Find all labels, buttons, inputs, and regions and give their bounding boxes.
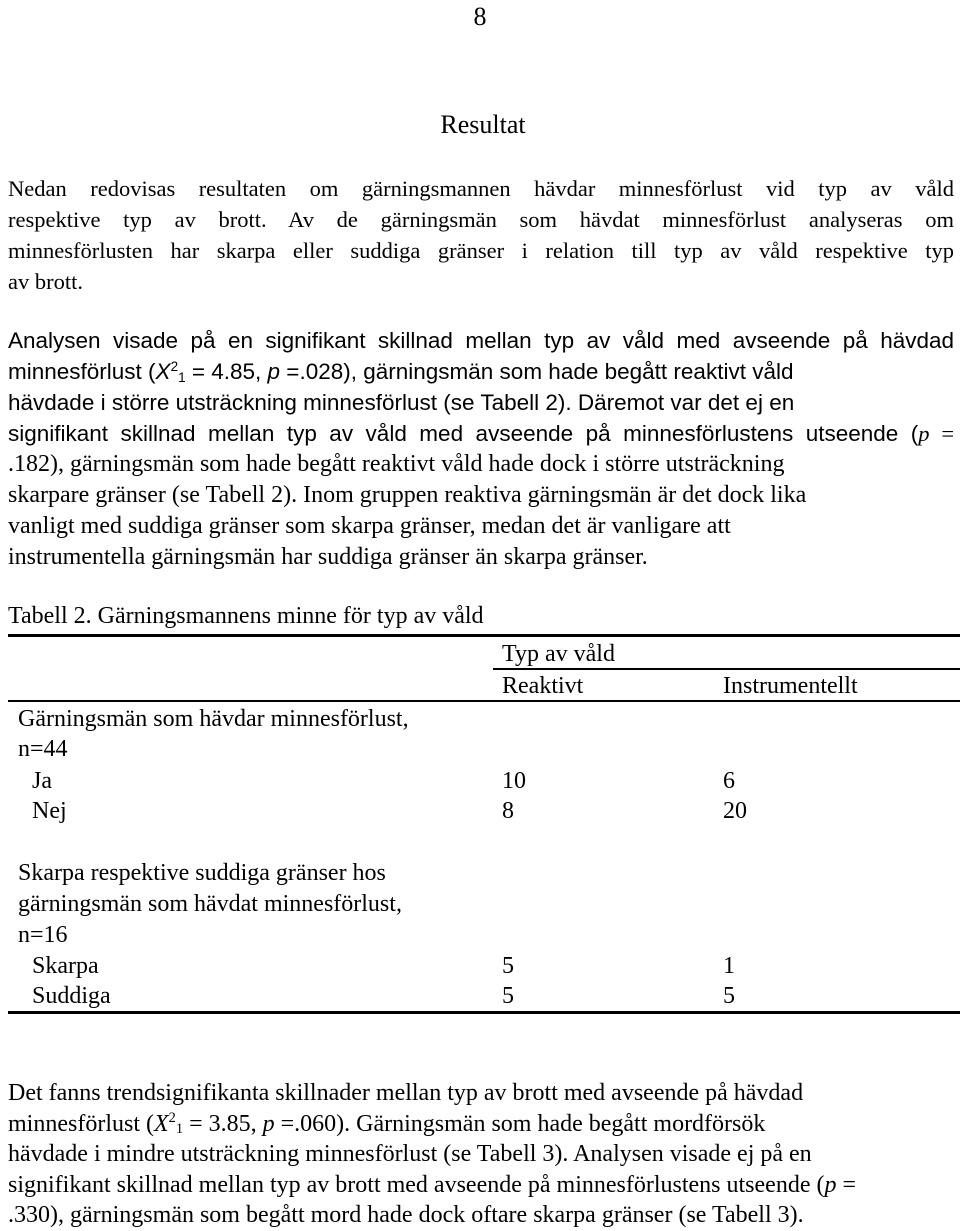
section-heading: Resultat	[440, 110, 526, 139]
paragraph-line: .182), gärningsmän som hade begått reaktivt våld hade dock i större utsträckning	[8, 451, 785, 477]
table-section-title: gärningsmän som hävdat minnesförlust,	[18, 891, 402, 917]
p-symbol: p	[267, 359, 281, 384]
paragraph-line: av brott.	[8, 269, 83, 294]
paragraph-line	[8, 418, 954, 449]
text-fragment: =.028), gärningsmän som hade begått reaktivt våld	[280, 359, 794, 384]
paragraph-line: skarpare gränser (se Tabell 2). Inom gruppen reaktiva gärningsmän är det dock lika	[8, 482, 807, 508]
table-top-rule	[8, 634, 960, 637]
table-cell-reaktivt: 5	[502, 953, 514, 979]
column-group-header: Typ av våld	[502, 641, 615, 667]
paragraph-continuation	[8, 449, 954, 573]
results-intro-paragraph	[8, 173, 954, 297]
text-fragment: =	[929, 421, 955, 446]
p-symbol: p	[262, 1110, 275, 1137]
table-cell-reaktivt: 10	[502, 768, 526, 794]
table-caption: Tabell 2. Gärningsmannens minne för typ av våld	[8, 603, 484, 629]
paragraph-line	[8, 1109, 954, 1140]
table-section-title: Gärningsmän som hävdar minnesförlust,	[18, 706, 409, 732]
paragraph-line: hävdade i större utsträckning minnesförlust (se Tabell 2). Däremot var det ej en	[8, 390, 795, 415]
text-fragment: = 4.85,	[185, 359, 268, 384]
paragraph-line: Analysen visade på en signifikant skillnad mellan typ av våld med avseende på hävdad	[8, 328, 955, 353]
table-header-rule	[8, 700, 960, 702]
table-row-label: Suddiga	[32, 983, 111, 1009]
column-group-rule	[493, 668, 960, 670]
column-header-reaktivt: Reaktivt	[502, 673, 584, 699]
paragraph-line: vanligt med suddiga gränser som skarpa gränser, medan det är vanligare att	[8, 513, 731, 539]
text-fragment: signifikant skillnad mellan typ av brott med avseende på minnesförlustens utseende (	[8, 1171, 825, 1198]
p-symbol: p	[824, 1171, 837, 1198]
paragraph-line	[8, 356, 954, 387]
paragraph-line: instrumentella gärningsmän har suddiga gränser än skarpa gränser.	[8, 544, 648, 570]
table-row-label: Nej	[32, 798, 67, 824]
table-cell-instrumentellt: 6	[723, 768, 735, 794]
paragraph-line	[8, 1170, 954, 1201]
page-number: 8	[473, 2, 487, 31]
text-fragment: =	[836, 1171, 857, 1198]
table-row-label: Skarpa	[32, 953, 99, 979]
analysis-paragraph-crime	[8, 1078, 954, 1231]
subscript: 1	[178, 369, 186, 385]
table-section-title: Skarpa respektive suddiga gränser hos	[18, 860, 386, 886]
table-section-title: n=16	[18, 922, 68, 948]
text-fragment: =.060). Gärningsmän som hade begått mordförsök	[274, 1110, 766, 1137]
analysis-paragraph-violence	[8, 325, 954, 573]
table-section-title: n=44	[18, 736, 68, 762]
superscript: 2	[170, 358, 179, 374]
subscript: 1	[175, 1121, 184, 1138]
table-cell-instrumentellt: 1	[723, 953, 735, 979]
table-cell-reaktivt: 5	[502, 983, 514, 1009]
table-cell-reaktivt: 8	[502, 798, 514, 824]
table-bottom-rule	[8, 1011, 960, 1014]
column-header-instrumentellt: Instrumentellt	[723, 673, 858, 699]
chi-symbol: X	[153, 1110, 169, 1137]
table-cell-instrumentellt: 20	[723, 798, 747, 824]
text-fragment: signifikant skillnad mellan typ av våld med avseende på minnesförlustens utseende (	[8, 421, 919, 446]
paragraph-line: .330), gärningsmän som begått mord hade dock oftare skarpa gränser (se Tabell 3).	[8, 1202, 804, 1228]
table-cell-instrumentellt: 5	[723, 983, 735, 1009]
paragraph-line: Det fanns trendsignifikanta skillnader mellan typ av brott med avseende på hävdad	[8, 1080, 804, 1106]
text-fragment: minnesförlust (	[8, 359, 156, 384]
p-symbol: p	[918, 421, 930, 446]
paragraph-line: minnesförlusten har skarpa eller suddiga gränser i relation till typ av våld respektive typ	[8, 238, 954, 263]
paragraph-line: hävdade i mindre utsträckning minnesförlust (se Tabell 3). Analysen visade ej på en	[8, 1141, 812, 1167]
table-row-label: Ja	[32, 768, 52, 794]
paragraph-line: respektive typ av brott. Av de gärningsmän som hävdat minnesförlust analyseras om	[8, 207, 954, 232]
paragraph-line: Nedan redovisas resultaten om gärningsmannen hävdar minnesförlust vid typ av våld	[8, 176, 954, 201]
chi-symbol: X	[155, 359, 171, 384]
superscript: 2	[168, 1109, 176, 1126]
text-fragment: = 3.85,	[183, 1110, 263, 1137]
text-fragment: minnesförlust (	[8, 1110, 154, 1137]
